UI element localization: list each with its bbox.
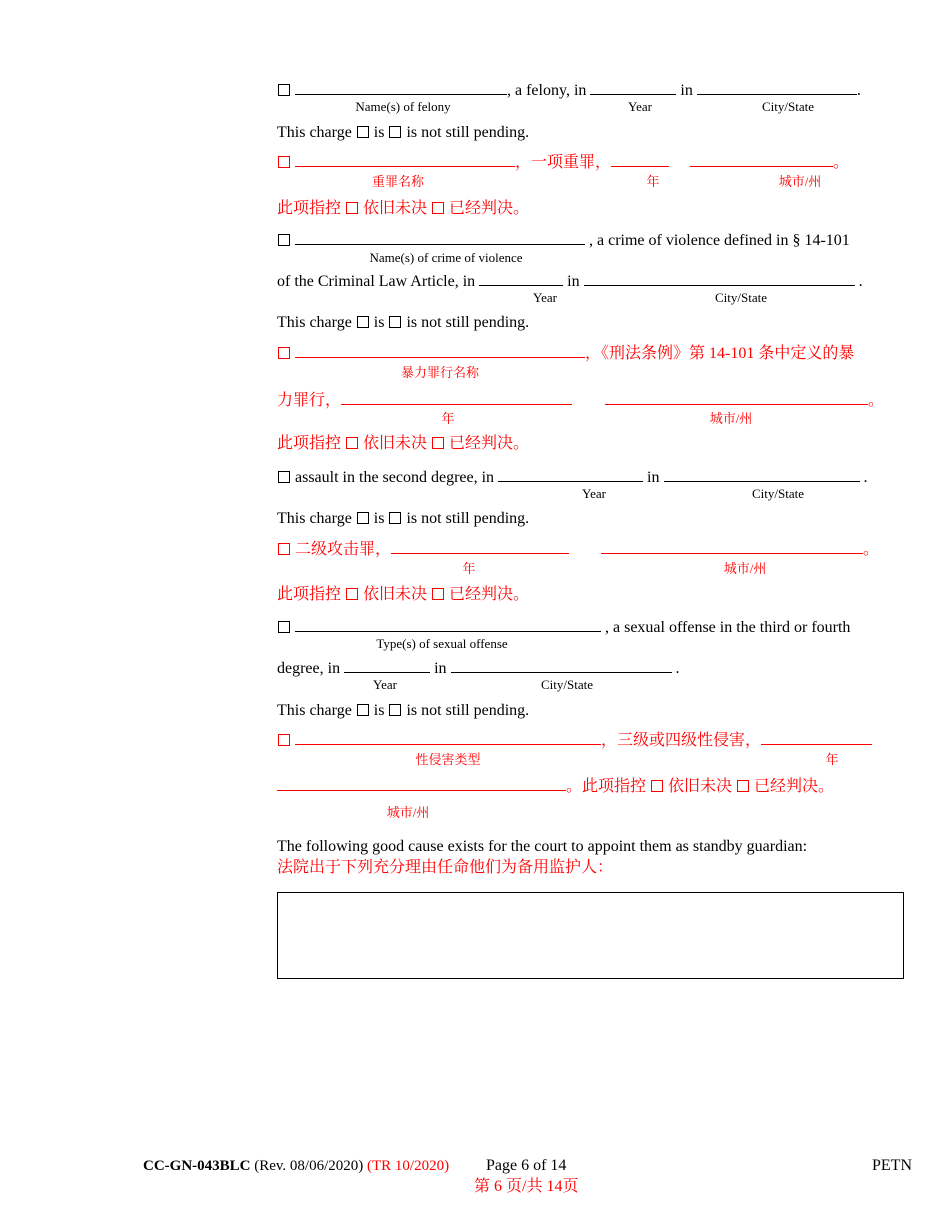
sexual-zh-line-2	[277, 777, 834, 796]
field-label: City/State	[715, 290, 767, 305]
violence-zh-checkbox[interactable]	[278, 347, 290, 359]
field-label: Year	[533, 290, 557, 305]
sexual-zh-city-field[interactable]	[277, 777, 566, 791]
pending-zh-line	[277, 200, 529, 218]
field-label: Type(s) of sexual offense	[376, 636, 508, 651]
field-label: City/State	[752, 486, 804, 501]
text: is not still pending.	[406, 702, 530, 719]
text: 依旧未决	[363, 586, 428, 603]
text: is not still pending.	[406, 510, 530, 527]
text: .	[863, 469, 868, 486]
violence-zh-name-field[interactable]	[295, 344, 585, 358]
field-label: 城市/州	[723, 561, 767, 576]
text: This charge	[277, 510, 352, 527]
text: 已经判决。	[449, 200, 530, 217]
assault-line	[277, 468, 868, 487]
violence-year-field[interactable]	[479, 272, 563, 286]
decided-zh-checkbox[interactable]	[432, 437, 444, 449]
text: 。	[863, 541, 880, 558]
text: 。	[868, 392, 885, 409]
assault-zh-city-field[interactable]	[601, 540, 863, 554]
felony-line	[277, 81, 861, 100]
field-label: City/State	[762, 99, 814, 114]
text: , a crime of violence defined in § 14-101	[589, 232, 850, 249]
footer-form-info	[143, 1157, 449, 1175]
violence-checkbox[interactable]	[278, 234, 290, 246]
felony-name-field[interactable]	[295, 81, 507, 95]
violence-zh-line-2	[277, 391, 884, 410]
field-label: 性侵害类型	[415, 752, 481, 767]
sexual-line-2	[277, 659, 680, 678]
field-label: 重罪名称	[371, 174, 425, 189]
text: This charge	[277, 314, 352, 331]
sexual-zh-checkbox[interactable]	[278, 734, 290, 746]
assault-zh-line	[277, 540, 879, 559]
text: 已经判决。	[449, 435, 530, 452]
text: is	[373, 124, 385, 141]
text: 力罪行，	[277, 392, 342, 409]
text: is	[373, 314, 385, 331]
text: 依旧未决	[363, 435, 428, 452]
text: in	[567, 273, 580, 290]
text: 依旧未决	[363, 200, 428, 217]
form-code: PETN	[872, 1157, 912, 1174]
field-label: 城市/州	[709, 411, 753, 426]
not-pending-checkbox[interactable]	[389, 126, 401, 138]
decided-zh-checkbox[interactable]	[737, 780, 749, 792]
text: 此项指控	[277, 435, 342, 452]
felony-city-field[interactable]	[697, 81, 857, 95]
sexual-year-field[interactable]	[344, 659, 430, 673]
text: is not still pending.	[406, 314, 530, 331]
field-label: Name(s) of felony	[355, 99, 451, 114]
sexual-zh-line	[277, 731, 872, 750]
text: ，三级或四级性侵害，	[601, 732, 762, 749]
field-label: Year	[582, 486, 606, 501]
violence-name-field[interactable]	[295, 231, 585, 245]
text: 已经判决。	[449, 586, 530, 603]
pending-zh-line	[277, 586, 529, 604]
pending-zh-checkbox[interactable]	[651, 780, 663, 792]
text: degree, in	[277, 660, 341, 677]
field-label: Name(s) of crime of violence	[369, 250, 523, 265]
form-id: CC-GN-043BLC	[143, 1158, 251, 1174]
pending-line	[277, 124, 529, 142]
field-label: 年	[646, 174, 660, 189]
text: 。此项指控	[566, 778, 647, 795]
pending-zh-checkbox[interactable]	[346, 437, 358, 449]
pending-line	[277, 702, 529, 720]
field-label: 城市/州	[386, 805, 430, 820]
text: is not still pending.	[406, 124, 530, 141]
decided-zh-checkbox[interactable]	[432, 588, 444, 600]
felony-zh-city-field[interactable]	[690, 153, 833, 167]
is-pending-checkbox[interactable]	[357, 512, 369, 524]
text: , a felony, in	[507, 82, 587, 99]
assault-year-field[interactable]	[498, 468, 643, 482]
field-label: Year	[373, 677, 397, 692]
felony-year-field[interactable]	[590, 81, 676, 95]
text: 二级攻击罪，	[295, 541, 392, 558]
good-cause-textbox[interactable]	[277, 892, 904, 979]
not-pending-checkbox[interactable]	[389, 704, 401, 716]
field-label: City/State	[541, 677, 593, 692]
text: , a sexual offense in the third or fourth	[605, 619, 851, 636]
text: of the Criminal Law Article, in	[277, 273, 476, 290]
violence-zh-year-field[interactable]	[341, 391, 572, 405]
sexual-type-field[interactable]	[295, 618, 601, 632]
field-label: 暴力罪行名称	[400, 365, 480, 380]
decided-zh-checkbox[interactable]	[432, 202, 444, 214]
pending-zh-checkbox[interactable]	[346, 588, 358, 600]
text: in	[434, 660, 447, 677]
not-pending-checkbox[interactable]	[389, 512, 401, 524]
assault-zh-year-field[interactable]	[391, 540, 569, 554]
is-pending-checkbox[interactable]	[357, 126, 369, 138]
text: 已经判决。	[754, 778, 835, 795]
assault-zh-checkbox[interactable]	[278, 543, 290, 555]
text: 依旧未决	[668, 778, 733, 795]
text: .	[856, 82, 861, 99]
felony-zh-checkbox[interactable]	[278, 156, 290, 168]
revision: (Rev. 08/06/2020)	[254, 1158, 364, 1174]
felony-zh-year-field[interactable]	[611, 153, 669, 167]
not-pending-checkbox[interactable]	[389, 316, 401, 328]
is-pending-checkbox[interactable]	[357, 704, 369, 716]
page-number: Page 6 of 14	[486, 1157, 567, 1174]
sexual-line	[277, 618, 850, 637]
field-label: 年	[441, 411, 455, 426]
violence-line	[277, 231, 850, 250]
assault-city-field[interactable]	[664, 468, 860, 482]
violence-zh-city-field[interactable]	[605, 391, 868, 405]
text: is	[373, 702, 385, 719]
sexual-city-field[interactable]	[451, 659, 672, 673]
text: is	[373, 510, 385, 527]
is-pending-checkbox[interactable]	[357, 316, 369, 328]
text: ，一项重罪，	[515, 154, 612, 171]
violence-line-2	[277, 272, 863, 291]
pending-zh-line	[277, 435, 529, 453]
field-label: 城市/州	[778, 174, 822, 189]
assault-checkbox[interactable]	[278, 471, 290, 483]
text: assault in the second degree, in	[295, 469, 495, 486]
pending-line	[277, 314, 529, 332]
text: in	[680, 82, 693, 99]
text: This charge	[277, 124, 352, 141]
sexual-zh-type-field[interactable]	[295, 731, 601, 745]
text: .	[858, 273, 863, 290]
field-label: Year	[628, 99, 652, 114]
translation-revision: (TR 10/2020)	[367, 1158, 450, 1174]
good-cause-label-zh: 法院出于下列充分理由任命他们为备用监护人：	[277, 859, 614, 876]
violence-zh-line	[277, 344, 854, 363]
pending-zh-checkbox[interactable]	[346, 202, 358, 214]
felony-checkbox[interactable]	[278, 84, 290, 96]
violence-city-field[interactable]	[584, 272, 855, 286]
pending-line	[277, 510, 529, 528]
felony-zh-line	[277, 153, 849, 172]
felony-zh-name-field[interactable]	[295, 153, 515, 167]
text: This charge	[277, 702, 352, 719]
field-label: 年	[462, 561, 476, 576]
text: .	[675, 660, 680, 677]
sexual-zh-year-field[interactable]	[761, 731, 872, 745]
sexual-checkbox[interactable]	[278, 621, 290, 633]
text: ，《刑法条例》第 14-101 条中定义的暴	[585, 345, 855, 362]
text: 。	[833, 154, 850, 171]
text: 此项指控	[277, 586, 342, 603]
page-number-zh: 第 6 页/共 14页	[474, 1178, 579, 1195]
text: 此项指控	[277, 200, 342, 217]
text: in	[647, 469, 660, 486]
good-cause-label: The following good cause exists for the court to appoint them as standby guardian:	[277, 838, 808, 855]
field-label: 年	[825, 752, 839, 767]
